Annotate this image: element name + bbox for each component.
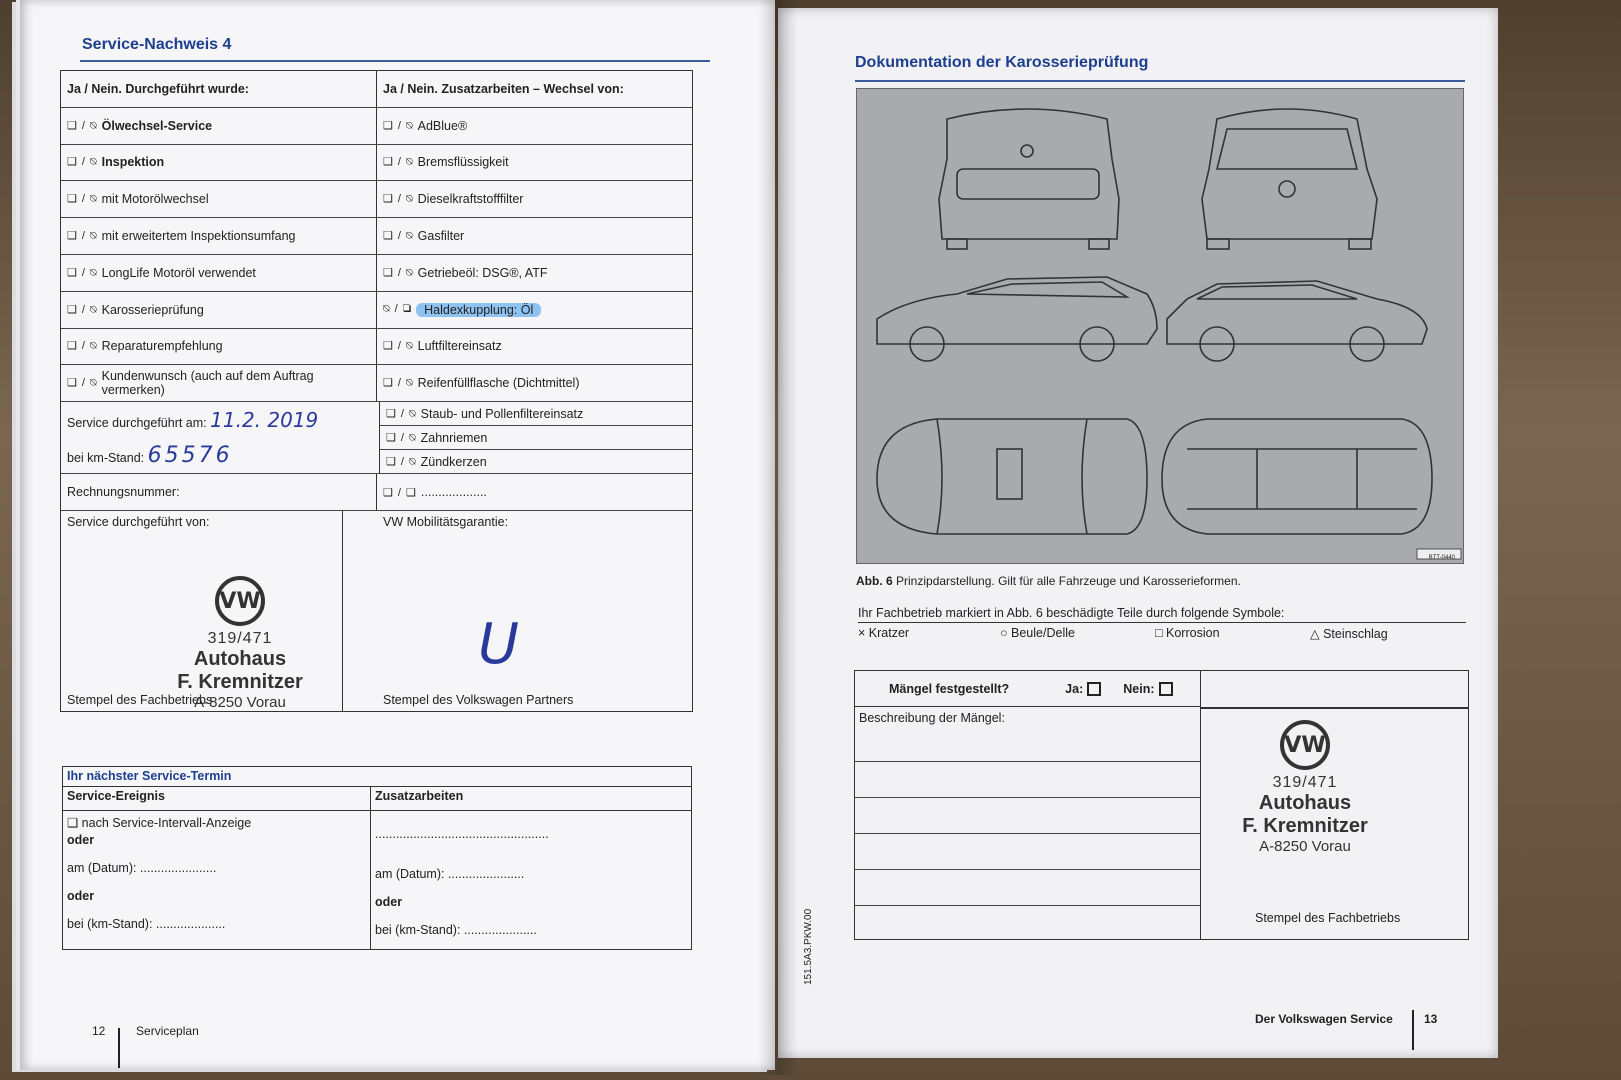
- defects-header: [855, 671, 1200, 707]
- nein-checkbox[interactable]: [1159, 682, 1173, 696]
- left-item: [61, 255, 376, 291]
- item-label: mit erweitertem Inspektionsumfang: [101, 229, 296, 244]
- right-title-rule: [855, 80, 1465, 82]
- stamp-name1: Autohaus: [193, 648, 287, 670]
- checkbox-pair[interactable]: ❑ / ❑: [383, 486, 417, 499]
- desc-line: [855, 797, 1200, 798]
- item-label: Zahnriemen: [420, 430, 488, 445]
- table-row: [61, 181, 692, 218]
- desc-line: [855, 869, 1200, 870]
- vw-logo: VW: [1280, 720, 1330, 770]
- checkbox-pair[interactable]: ❑ / ⍉: [67, 340, 98, 353]
- item-label: Reifenfüllflasche (Dichtmittel): [417, 376, 580, 391]
- legend-beule: ○ Beule/Delle: [1000, 626, 1075, 640]
- left-footer-bar: [118, 1028, 120, 1068]
- next-service-col-b: [371, 787, 691, 949]
- stamp-number: 319/471: [1272, 774, 1338, 791]
- right-page-number: 13: [1424, 1012, 1438, 1026]
- ja-checkbox[interactable]: [1087, 682, 1101, 696]
- left-page-number: 12: [92, 1024, 106, 1038]
- left-item: [61, 145, 376, 181]
- right-item: [376, 108, 692, 144]
- abb-text: Prinzipdarstellung. Gilt für alle Fahrzeuge und Karosserieformen.: [896, 574, 1241, 588]
- stamp-cell-partner: [342, 511, 692, 711]
- ja-label: Ja:: [1065, 681, 1084, 696]
- stamp-name1: Autohaus: [1258, 792, 1352, 814]
- table-row: [61, 365, 692, 402]
- table-row: [61, 108, 692, 145]
- left-item: [61, 365, 376, 401]
- right-item: [380, 450, 692, 474]
- checkbox-pair[interactable]: ❑ / ⍉: [67, 193, 98, 206]
- checkbox-pair[interactable]: ❑ / ⍉: [67, 377, 98, 390]
- item-label: Karosserieprüfung: [101, 302, 204, 317]
- left-item: [61, 329, 376, 365]
- right-item: [376, 218, 692, 254]
- km-a: bei (km-Stand): ....................: [67, 917, 226, 931]
- col-b-head: Zusatzarbeiten: [371, 787, 691, 811]
- checkbox-pair[interactable]: ❑ / ⍉: [67, 303, 98, 316]
- table-row: [61, 329, 692, 366]
- performed-by-label: Service durchgeführt von:: [67, 514, 210, 529]
- col2-header: Ja / Nein. Zusatzarbeiten – Wechsel von:: [376, 71, 692, 107]
- item-label: Dieselkraftstofffilter: [417, 192, 524, 207]
- service-date: [67, 408, 318, 432]
- item-label: ...................: [420, 485, 487, 500]
- dots-b: ..................................................: [375, 827, 549, 841]
- date-b: am (Datum): ......................: [375, 867, 525, 881]
- km-stand: [67, 443, 233, 468]
- signature: U: [478, 612, 519, 677]
- table-row: [61, 145, 692, 182]
- km-label: bei km-Stand:: [67, 450, 145, 465]
- left-item: [61, 181, 376, 217]
- oder-a1: oder: [67, 833, 95, 847]
- left-footer: [92, 1024, 199, 1038]
- right-dealer-stamp: [1230, 720, 1380, 855]
- item-label: LongLife Motoröl verwendet: [101, 265, 256, 280]
- checkbox-pair[interactable]: ❑ / ⍉: [386, 456, 417, 469]
- item-label: mit Motorölwechsel: [101, 192, 209, 207]
- item-label: Luftfiltereinsatz: [417, 339, 502, 354]
- right-item: [376, 181, 692, 217]
- right-item: [380, 426, 692, 450]
- invoice-label: Rechnungsnummer:: [67, 485, 180, 500]
- col1-header: Ja / Nein. Durchgeführt wurde:: [67, 81, 249, 96]
- blank-extra-row: [376, 474, 692, 510]
- stamp-address: A-8250 Vorau: [1259, 838, 1351, 855]
- left-item: [61, 218, 376, 254]
- car-outlines: [857, 89, 1465, 565]
- date-km-cell: [61, 402, 379, 473]
- checkbox-pair[interactable]: ❑ / ⍉: [67, 119, 98, 132]
- abb-label: Abb. 6: [856, 574, 893, 588]
- defects-left: [855, 671, 1201, 939]
- right-item: [376, 292, 692, 328]
- checkbox-pair[interactable]: ❑ / ⍉: [383, 156, 414, 169]
- stamp-row: [61, 511, 692, 711]
- col-a-head: Service-Ereignis: [63, 787, 370, 811]
- diagram-code: BTT-0440: [1428, 555, 1455, 561]
- stamp-number: 319/471: [207, 630, 273, 647]
- service-date-value: 11.2. 2019: [210, 407, 319, 432]
- service-date-label: Service durchgeführt am:: [67, 415, 207, 430]
- right-item: [380, 402, 692, 426]
- checkbox-pair[interactable]: ❑ / ⍉: [383, 230, 414, 243]
- km-value: 65576: [147, 442, 233, 468]
- checkbox-pair[interactable]: ❑ / ⍉: [383, 193, 414, 206]
- next-service-title: Ihr nächster Service-Termin: [63, 767, 691, 787]
- invoice-row: [61, 474, 692, 511]
- item-label: Zündkerzen: [420, 455, 487, 470]
- item-label: Ölwechsel-Service: [101, 118, 213, 133]
- car-body-diagram: [856, 88, 1464, 564]
- checkbox-pair[interactable]: ❑ / ⍉: [67, 266, 98, 279]
- stamp-name2: F. Kremnitzer: [177, 671, 303, 693]
- stamp-partner-label: Stempel des Volkswagen Partners: [383, 692, 574, 707]
- legend-korrosion: □ Korrosion: [1155, 626, 1220, 640]
- table-row: [61, 292, 692, 329]
- right-item: [376, 255, 692, 291]
- km-b: bei (km-Stand): .....................: [375, 923, 537, 937]
- extra-rows-cell: [379, 402, 692, 473]
- oder-b: oder: [375, 895, 403, 909]
- checkbox-pair[interactable]: ❑ / ⍉: [67, 230, 98, 243]
- figure-caption: [856, 574, 1241, 588]
- item-label: Inspektion: [101, 155, 165, 170]
- item-label: Staub- und Pollenfiltereinsatz: [420, 406, 584, 421]
- right-item: [376, 365, 692, 401]
- item-label: Bremsflüssigkeit: [417, 155, 509, 170]
- checkbox-pair[interactable]: ❑ / ⍉: [383, 377, 414, 390]
- next-service-col-a: [63, 787, 371, 949]
- checkbox-pair[interactable]: ❑ / ⍉: [67, 156, 98, 169]
- stamp-address: A-8250 Vorau: [194, 694, 286, 711]
- right-stamp-label: Stempel des Fachbetriebs: [1255, 911, 1401, 925]
- title-rule: [80, 60, 710, 62]
- checkbox-pair[interactable]: ❑ / ⍉: [383, 266, 414, 279]
- left-item: [61, 292, 376, 328]
- checkbox-pair[interactable]: ⍉ / ❑: [383, 303, 413, 316]
- mobility-label: VW Mobilitätsgarantie:: [383, 514, 509, 529]
- extra-right-rows: [380, 402, 692, 474]
- interval-option: ❑ nach Service-Intervall-Anzeige: [67, 816, 252, 830]
- nein-label: Nein:: [1123, 681, 1155, 696]
- left-footer-title: Serviceplan: [136, 1024, 199, 1038]
- dealer-stamp: [165, 576, 315, 711]
- vw-logo: VW: [215, 576, 265, 626]
- checkbox-pair[interactable]: ❑ / ⍉: [383, 340, 414, 353]
- left-item: [61, 108, 376, 144]
- description-label: Beschreibung der Mängel:: [859, 711, 1005, 725]
- checkbox-pair[interactable]: ❑ / ⍉: [386, 407, 417, 420]
- defects-label: Mängel festgestellt?: [889, 681, 1010, 696]
- item-label: Reparaturempfehlung: [101, 339, 223, 354]
- stamp-header-rule: [1201, 707, 1468, 709]
- right-footer-title: Der Volkswagen Service: [1255, 1012, 1393, 1026]
- item-label: AdBlue®: [417, 118, 468, 133]
- date-row: [61, 402, 692, 474]
- right-footer-bar: [1412, 1010, 1414, 1050]
- desc-line: [855, 833, 1200, 834]
- desc-line: [855, 905, 1200, 906]
- book-spine: [758, 0, 798, 1075]
- table-row: [61, 255, 692, 292]
- stamp-name2: F. Kremnitzer: [1242, 815, 1368, 837]
- item-label: Getriebeöl: DSG®, ATF: [417, 265, 548, 280]
- next-service-box: [62, 766, 692, 950]
- legend-title: Ihr Fachbetrieb markiert in Abb. 6 beschädigte Teile durch folgende Symbole:: [858, 606, 1285, 620]
- desc-line: [855, 761, 1200, 762]
- legend-steinschlag: △ Steinschlag: [1310, 627, 1388, 641]
- checkbox-pair[interactable]: ❑ / ⍉: [383, 119, 414, 132]
- vertical-code: 151.5A3.PKW.00: [803, 908, 814, 985]
- right-item: [376, 329, 692, 365]
- service-rows: [61, 108, 692, 402]
- item-label: Haldexkupplung: Öl: [416, 303, 541, 317]
- date-a: am (Datum): ......................: [67, 861, 217, 875]
- right-item: [376, 145, 692, 181]
- item-label: Gasfilter: [417, 229, 465, 244]
- service-table: [60, 70, 693, 712]
- oder-a2: oder: [67, 889, 95, 903]
- item-label: Kundenwunsch (auch auf dem Auftrag vermerken): [101, 369, 314, 398]
- checkbox-pair[interactable]: ❑ / ⍉: [386, 431, 417, 444]
- legend-rule: [858, 622, 1466, 623]
- left-page-title: Service-Nachweis 4: [82, 36, 232, 53]
- right-page-title: Dokumentation der Karosserieprüfung: [855, 54, 1149, 71]
- table-row: [61, 218, 692, 255]
- table-header-row: [61, 71, 692, 108]
- stamp-dealer-label: Stempel des Fachbetriebs: [67, 692, 213, 707]
- legend-kratzer: × Kratzer: [858, 626, 910, 640]
